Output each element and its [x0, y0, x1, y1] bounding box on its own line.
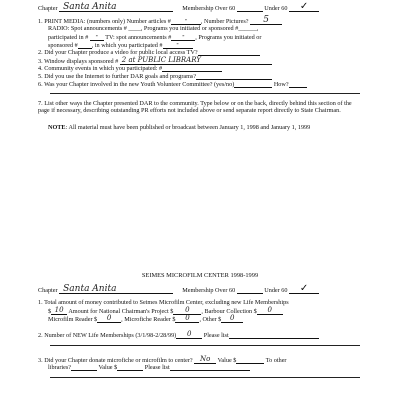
- tv-participated-label: , in which you participated #: [91, 42, 163, 49]
- answer-line-2[interactable]: [50, 345, 360, 346]
- tv-label: TV:: [105, 34, 115, 41]
- other-field[interactable]: 0: [221, 315, 243, 323]
- q3-label: 3. Window displays sponsored #: [38, 58, 119, 65]
- donate-answer-field[interactable]: No: [194, 356, 216, 364]
- libraries-please-list-label: Please list: [144, 364, 170, 371]
- national-project-label: Amount for National Chairman's Project $: [68, 308, 174, 315]
- q7-other-ways: 7. List other ways the Chapter presented DAR to the community. Type below or on the back, directly behind this section of the page if necessary, describing outstanding PR efforts not included above or send separate report directly to State Chairman.: [38, 100, 352, 115]
- tv-participated-field[interactable]: -: [163, 41, 193, 49]
- libraries-field[interactable]: [71, 370, 97, 371]
- q6-youth-volunteer: [38, 81, 307, 88]
- life-memberships-list-field[interactable]: [229, 338, 319, 339]
- q6-label: 6. Was your Chapter involved in the new Youth Volunteer Committee? (yes/no): [38, 81, 235, 88]
- answer-line-3[interactable]: [50, 377, 360, 378]
- under-60-field-2[interactable]: ✓: [289, 285, 319, 294]
- life-memberships-label: 2. Number of NEW Life Memberships (3/1/98-2/28/99): [38, 332, 177, 339]
- s2-q2-life-memberships: [38, 331, 319, 339]
- under-60-field[interactable]: ✓: [289, 3, 319, 12]
- pictures-count-field[interactable]: 5: [250, 17, 282, 25]
- microfilm-reader-label: Microfilm Reader $: [48, 316, 98, 323]
- libraries-label: libraries?: [48, 364, 72, 371]
- community-events-field[interactable]: [162, 71, 222, 72]
- note-label: NOTE: [48, 124, 66, 131]
- life-memberships-field[interactable]: 0: [176, 331, 202, 339]
- q2-video: [38, 49, 260, 56]
- please-list-label: Please list: [203, 332, 229, 339]
- donate-label: 3. Did your Chapter donate microfiche or microfilm to center?: [38, 357, 193, 364]
- q1-radio-participated: [48, 33, 261, 41]
- pictures-label: , Number Pictures?: [200, 18, 249, 25]
- libraries-value-label: Value $: [98, 364, 118, 371]
- chapter-label: Chapter: [38, 5, 58, 12]
- note: [48, 124, 358, 131]
- q1-print-media: [38, 17, 282, 25]
- microfiche-reader-field[interactable]: 0: [175, 315, 199, 323]
- how-label: How?: [273, 81, 289, 88]
- q1-radio: RADIO: Spot announcements # ____, Programs you initiated or sponsored #______,: [48, 25, 259, 32]
- chapter-label-2: Chapter: [38, 287, 58, 294]
- tv-spot-label: spot announcements #: [116, 34, 172, 41]
- q3-window-displays: [38, 57, 272, 65]
- q5-internet: [38, 73, 272, 80]
- tv-programs-label: , Programs you initiated or: [195, 34, 262, 41]
- libraries-value-field[interactable]: [117, 370, 143, 371]
- national-project-field[interactable]: 0: [173, 307, 201, 315]
- other-label: , Other $: [199, 316, 222, 323]
- q1-tv-sponsored: [48, 41, 193, 49]
- internet-answer-field[interactable]: [196, 79, 272, 80]
- section-title: SEIMES MICROFILM CENTER 1998-1999: [141, 272, 259, 279]
- barbour-field[interactable]: 0: [257, 307, 283, 315]
- barbour-label: , Barbour Collection $: [201, 308, 257, 315]
- dollar-label: $: [48, 308, 52, 315]
- s2-q1-readers: [48, 315, 243, 323]
- total-amount-field[interactable]: 10: [51, 307, 67, 315]
- participated-label: participated in #: [48, 34, 89, 41]
- chapter-row-2: [38, 285, 319, 294]
- youth-volunteer-field[interactable]: [234, 87, 272, 88]
- under-60-label: Under 60: [264, 5, 288, 12]
- how-field[interactable]: [289, 87, 307, 88]
- microfiche-reader-label: , Microfiche Reader $: [121, 316, 176, 323]
- q5-label: 5. Did you use the Internet to further DAR goals and programs?: [38, 73, 197, 80]
- value-label: Value $: [217, 357, 237, 364]
- s2-q3-libraries: [48, 364, 250, 371]
- q4-community-events: [38, 65, 222, 72]
- s2-q1-total: 1. Total amount of money contributed to Seimes Microfilm Center, excluding new Life Memberships: [38, 299, 289, 306]
- microfilm-reader-field[interactable]: 0: [97, 315, 121, 323]
- q2-label: 2. Did your Chapter produce a video for public local access TV?: [38, 49, 198, 56]
- s2-q1-amounts: [48, 307, 283, 315]
- q1-print-media-label: 1. PRINT MEDIA: (numbers only) Number articles #: [38, 18, 171, 25]
- articles-count-field[interactable]: -: [171, 17, 201, 25]
- membership-over-60-label-2: Membership Over 60: [182, 287, 236, 294]
- chapter-name-field[interactable]: Santa Anita: [59, 4, 173, 12]
- q2-answer-field[interactable]: [198, 55, 260, 56]
- membership-over-60-field[interactable]: [237, 11, 263, 12]
- sponsored-label: sponsored #: [48, 42, 78, 49]
- under-60-label-2: Under 60: [264, 287, 288, 294]
- radio-participated-field[interactable]: -: [90, 33, 104, 41]
- answer-line[interactable]: [50, 93, 360, 94]
- membership-over-60-field-2[interactable]: [237, 293, 263, 294]
- chapter-row: [38, 3, 319, 12]
- q4-label: 4. Community events in which you participated: #: [38, 65, 163, 72]
- window-displays-field[interactable]: 2 at PUBLIC LIBRARY: [120, 57, 272, 65]
- s2-q3-donate: [38, 356, 287, 364]
- libraries-list-field[interactable]: [170, 370, 250, 371]
- to-other-label: To other: [265, 357, 287, 364]
- tv-spot-field[interactable]: -: [171, 33, 195, 41]
- membership-over-60-label: Membership Over 60: [182, 5, 236, 12]
- chapter-name-field-2[interactable]: Santa Anita: [59, 286, 173, 294]
- note-text: : All material must have been published or broadcast between January 1, 1998 and January 1, 1999: [65, 124, 311, 131]
